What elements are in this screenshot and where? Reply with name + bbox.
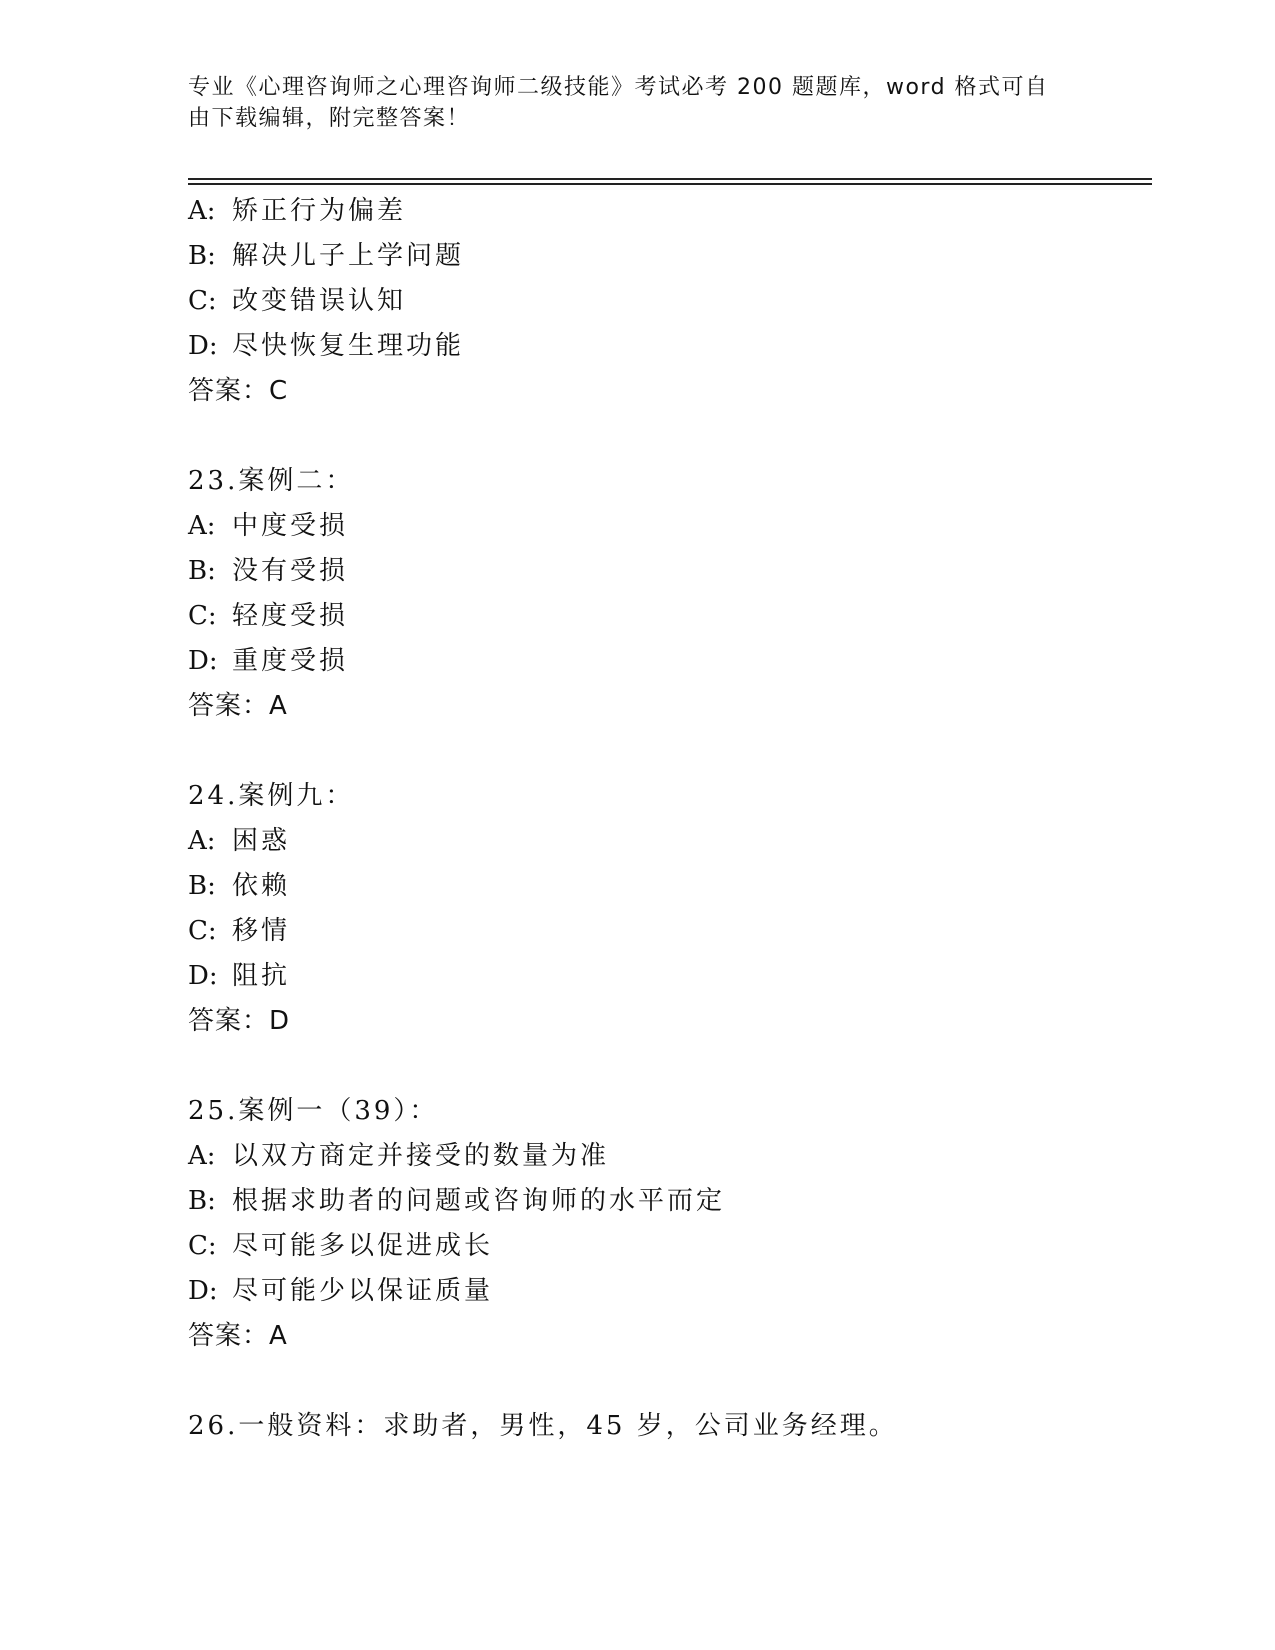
q24-answer: 答案：D xyxy=(188,1006,291,1036)
q25-answer: 答案：A xyxy=(188,1321,288,1351)
q25-option-a: A: 以双方商定并接受的数量为准 xyxy=(188,1141,610,1171)
q24-option-a: A: 困惑 xyxy=(188,826,291,856)
q24-option-b: B: 依赖 xyxy=(188,871,291,901)
header-line-2: 由下载编辑，附完整答案！ xyxy=(188,106,471,131)
q23-option-a: A: 中度受损 xyxy=(188,511,349,541)
q22-answer: 答案：C xyxy=(188,376,289,406)
header-divider-bottom xyxy=(188,183,1152,185)
q24-option-c: C: 移情 xyxy=(188,916,291,946)
q23-option-c: C: 轻度受损 xyxy=(188,601,349,631)
header-line-1: 专业《心理咨询师之心理咨询师二级技能》考试必考 200 题题库，word 格式可自 xyxy=(188,75,1049,100)
q25-title: 25.案例一（39）： xyxy=(188,1096,439,1126)
header-divider-top xyxy=(188,178,1152,180)
q25-option-d: D: 尽可能少以保证质量 xyxy=(188,1276,494,1306)
q22-option-a: A: 矫正行为偏差 xyxy=(188,196,407,226)
q22-option-c: C: 改变错误认知 xyxy=(188,286,407,316)
q22-option-d: D: 尽快恢复生理功能 xyxy=(188,331,465,361)
q23-answer: 答案：A xyxy=(188,691,288,721)
q25-option-b: B: 根据求助者的问题或咨询师的水平而定 xyxy=(188,1186,726,1216)
q24-title: 24.案例九： xyxy=(188,781,355,811)
q22-option-b: B: 解决儿子上学问题 xyxy=(188,241,465,271)
q24-option-d: D: 阻抗 xyxy=(188,961,291,991)
q23-title: 23.案例二： xyxy=(188,466,355,496)
q26-title: 26.一般资料：求助者，男性，45 岁，公司业务经理。 xyxy=(188,1411,898,1441)
q23-option-b: B: 没有受损 xyxy=(188,556,349,586)
q25-option-c: C: 尽可能多以促进成长 xyxy=(188,1231,494,1261)
document-header xyxy=(188,72,1068,134)
q23-option-d: D: 重度受损 xyxy=(188,646,349,676)
